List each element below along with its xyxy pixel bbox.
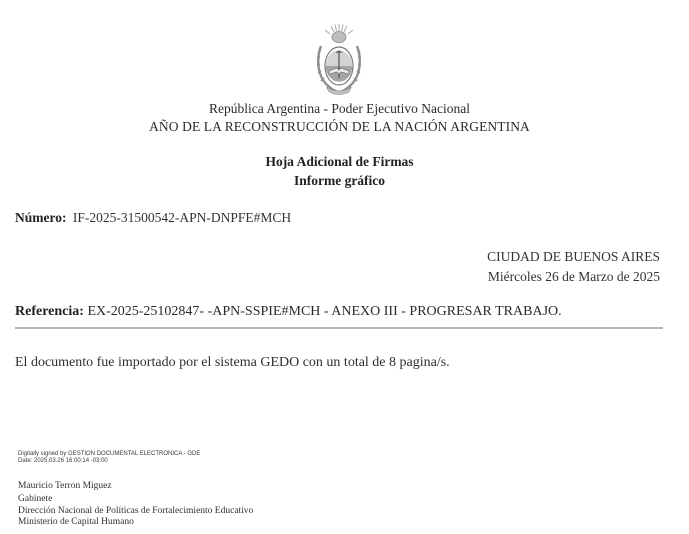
body-text: El documento fue importado por el sistema GEDO con un total de 8 pagina/s. [15,355,450,370]
referencia-value: EX-2025-25102847- -APN-SSPIE#MCH - ANEXO III - PROGRESAR TRABAJO. [87,304,562,319]
city: CIUDAD DE BUENOS AIRES [487,249,660,264]
header-republica: República Argentina - Poder Ejecutivo Nacional [208,101,471,116]
referencia-label: Referencia: [15,304,84,319]
divider [15,327,663,329]
digital-signature-signed-by: Digitally signed by GESTION DOCUMENTAL ELECTRONICA - GDE [18,451,201,457]
coat-of-arms-icon [313,22,365,98]
signatory-name: Mauricio Terron Miguez [18,481,112,491]
numero-row [15,210,291,226]
signatory-direction: Dirección Nacional de Políticas de Fortalecimiento Educativo [18,506,254,516]
header-anio: AÑO DE LA RECONSTRUCCIÓN DE LA NACIÓN ARGENTINA [149,119,530,134]
document-title: Hoja Adicional de Firmas [265,154,414,169]
numero-value: IF-2025-31500542-APN-DNPFE#MCH [72,210,292,225]
document-subtitle: Informe gráfico [293,173,386,188]
referencia-row [15,304,562,320]
signatory-ministry: Ministerio de Capital Humano [18,517,134,527]
numero-label: Número: [15,210,67,225]
digital-signature-date: Date: 2025.03.26 16:00:14 -03:00 [18,458,108,464]
signatory-role: Gabinete [18,494,53,504]
date: Miércoles 26 de Marzo de 2025 [487,269,660,284]
